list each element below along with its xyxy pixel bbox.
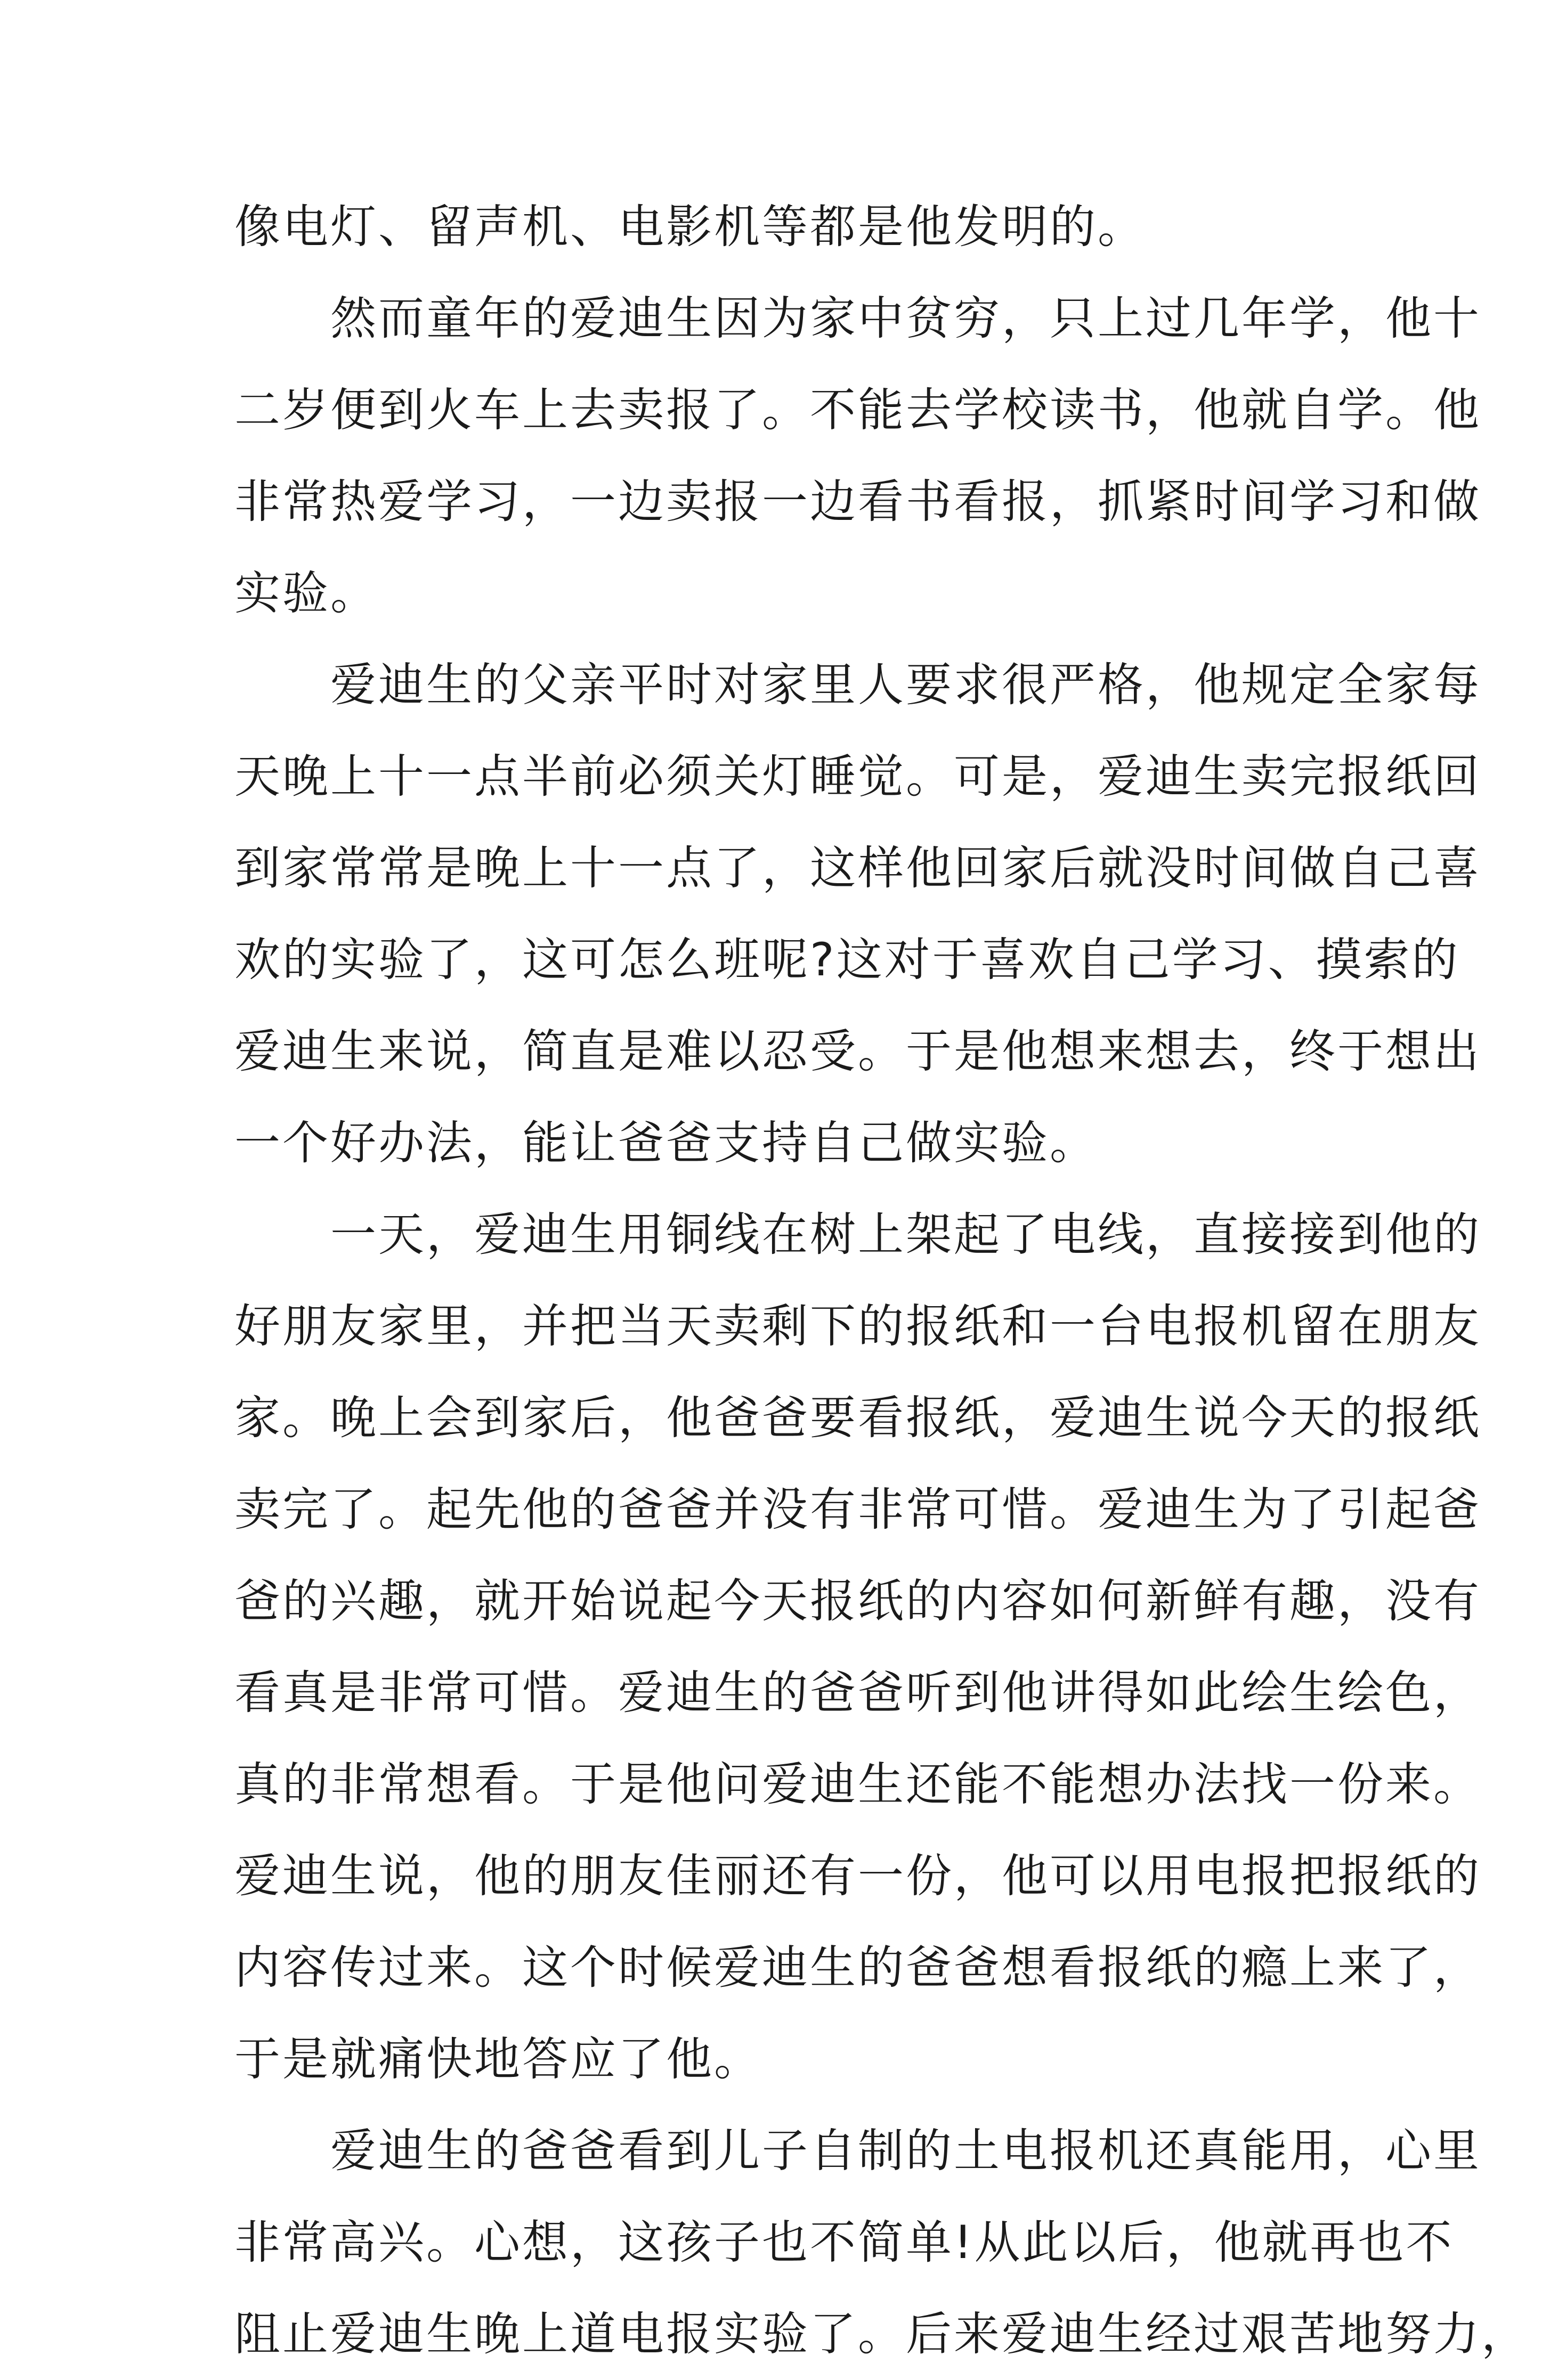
text-line: 到家常常是晚上十一点了，这样他回家后就没时间做自己喜 [234, 842, 1481, 895]
text-line: 二岁便到火车上去卖报了。不能去学校读书，他就自学。他 [234, 384, 1481, 437]
text-line: 一个好办法，能让爸爸支持自己做实验。 [234, 1116, 1098, 1170]
text-line: 卖完了。起先他的爸爸并没有非常可惜。爱迪生为了引起爸 [234, 1483, 1481, 1536]
text-line: 爱迪生的爸爸看到儿子自制的土电报机还真能用，心里 [330, 2124, 1481, 2178]
text-line: 爱迪生的父亲平时对家里人要求很严格，他规定全家每 [330, 658, 1481, 712]
text-line: 于是就痛快地答应了他。 [234, 2033, 762, 2086]
text-line: 欢的实验了，这可怎么班呢?这对于喜欢自己学习、摸索的 [234, 933, 1460, 987]
text-line: 看真是非常可惜。爱迪生的爸爸听到他讲得如此绘生绘色， [234, 1666, 1481, 1719]
text-line: 真的非常想看。于是他问爱迪生还能不能想办法找一份来。 [234, 1758, 1481, 1811]
text-line: 内容传过来。这个时候爱迪生的爸爸想看报纸的瘾上来了， [234, 1941, 1481, 1994]
text-line: 爱迪生说，他的朋友佳丽还有一份，他可以用电报把报纸的 [234, 1849, 1481, 1903]
text-line: 然而童年的爱迪生因为家中贫穷，只上过几年学，他十 [330, 292, 1481, 345]
text-line: 天晚上十一点半前必须关灯睡觉。可是，爱迪生卖完报纸回 [234, 750, 1481, 803]
text-line: 像电灯、留声机、电影机等都是他发明的。 [234, 200, 1146, 254]
text-line: 非常高兴。心想，这孩子也不简单!从此以后，他就再也不 [234, 2216, 1454, 2269]
text-line: 爱迪生来说，简直是难以忍受。于是他想来想去，终于想出 [234, 1025, 1481, 1078]
text-line: 好朋友家里，并把当天卖剩下的报纸和一台电报机留在朋友 [234, 1300, 1481, 1353]
text-line: 阻止爱迪生晚上道电报实验了。后来爱迪生经过艰苦地努力， [234, 2308, 1529, 2361]
text-line: 一天，爱迪生用铜线在树上架起了电线，直接接到他的 [330, 1208, 1481, 1261]
text-line: 爸的兴趣，就开始说起今天报纸的内容如何新鲜有趣，没有 [234, 1575, 1481, 1628]
text-line: 非常热爱学习，一边卖报一边看书看报，抓紧时间学习和做 [234, 475, 1481, 528]
text-line: 家。晚上会到家后，他爸爸要看报纸，爱迪生说今天的报纸 [234, 1391, 1481, 1445]
body-text [234, 181, 1529, 2380]
text-line: 实验。 [234, 567, 378, 620]
